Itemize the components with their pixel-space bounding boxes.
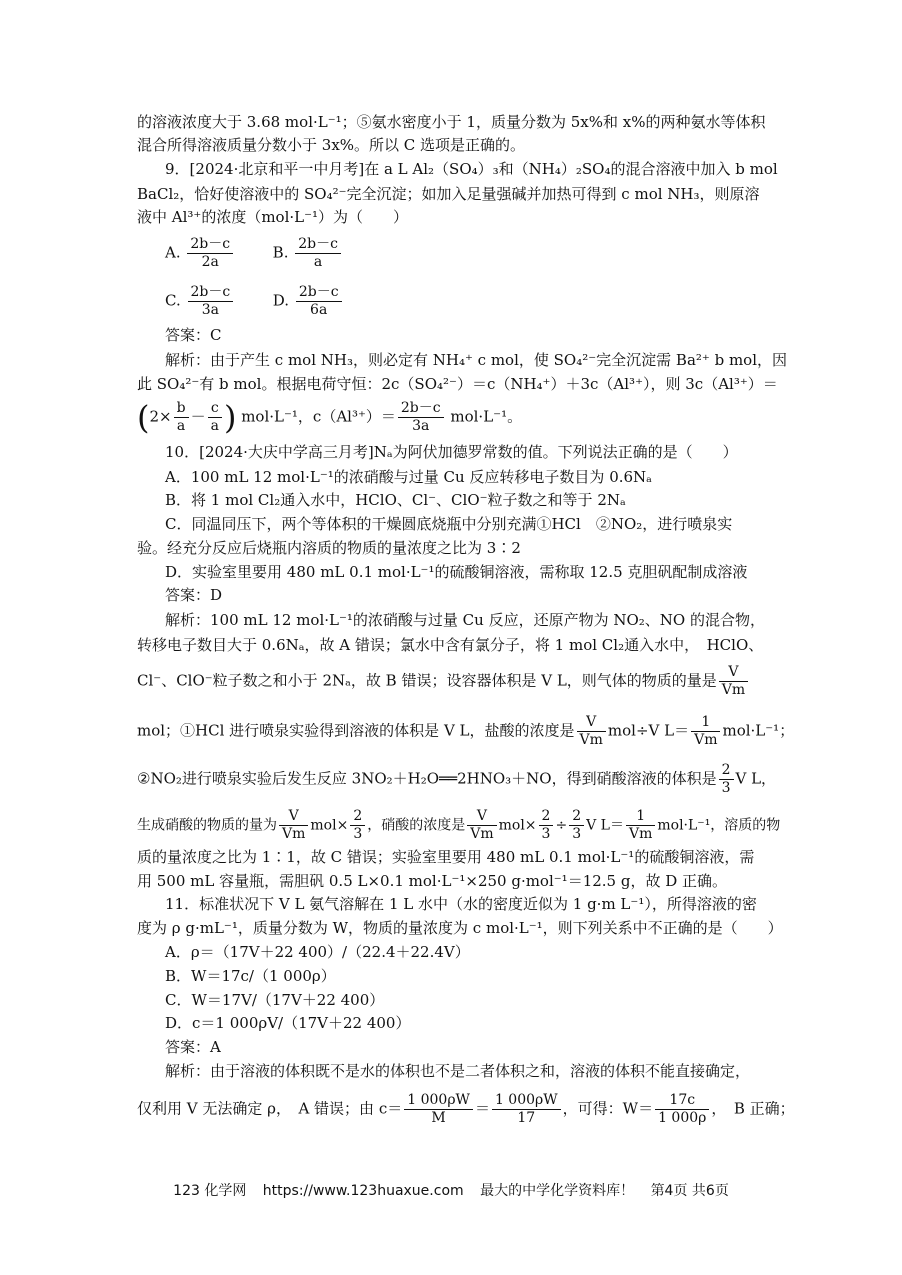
question-9-options-cd — [165, 284, 795, 319]
question-10-explanation: 质的量浓度之比为 1∶1，故 C 错误；实验室里要用 480 mL 0.1 mol·L⁻¹的硫酸铜溶液，需 — [137, 848, 755, 866]
fraction: $\frac{1 000\rho W}{M}$ — [404, 1092, 473, 1127]
page-footer — [0, 1180, 902, 1200]
fraction: $\frac{2}{3}$ — [719, 762, 734, 797]
fraction: $\frac{V}{Vm}$ — [279, 808, 308, 843]
question-11-stem: 度为 ρ g·mL⁻¹，质量分数为 W，物质的量浓度为 c mol·L⁻¹，则下列关系中不正确的是（ ） — [137, 919, 783, 937]
fraction: $\frac{1 000\rho W}{17}$ — [492, 1092, 561, 1127]
fraction: $\frac{2b-c}{a}$ — [295, 236, 341, 271]
question-9-options-ab — [165, 236, 795, 271]
fraction: $\frac{2b-c}{6a}$ — [296, 284, 342, 319]
question-11-explanation: 仅利用 V 无法确定 ρ， A 错误；由 c＝ $\frac{1 000\rho W}{M}$ ＝ $\frac{1 000\rho W}{17}$ ，可得：W＝ $\frac{17c}{1 000\rho}$ ， B 正确； — [137, 1092, 795, 1126]
fraction: $\frac{1}{Vm}$ — [691, 714, 720, 749]
footer-site-name: 123 化学网 — [173, 1183, 247, 1199]
question-9-stem: BaCl₂，恰好使溶液中的 SO₄²⁻完全沉淀；如加入足量强碱并加热可得到 c mol NH₃，则原溶 — [137, 185, 760, 203]
text-line: 混合所得溶液质量分数小于 3x%。所以 C 选项是正确的。 — [137, 136, 526, 154]
question-9-stem: 液中 Al³⁺的浓度（mol·L⁻¹）为（ ） — [137, 208, 409, 226]
fraction: $\frac{V}{Vm}$ — [719, 664, 748, 699]
question-10-explanation: Cl⁻、ClO⁻粒子数之和小于 2Nₐ，故 B 错误；设容器体积是 V L，则气体的物质的量是 $\frac{V}{Vm}$ — [137, 664, 767, 699]
question-11-option-a: A．ρ＝（17V＋22 400）/（22.4＋22.4V） — [165, 943, 470, 961]
option-b-label: B. — [272, 243, 289, 262]
question-9-answer: 答案：C — [165, 326, 222, 344]
question-10-explanation: 生成硝酸的物质的量为 $\frac{V}{Vm}$ mol× $\frac{2}{3}$ ，硝酸的浓度是 $\frac{V}{Vm}$ mol× $\frac{2}{3}$ ÷ $\frac{2}{3}$ V L＝ $\frac{1}{Vm}$ mol·L⁻¹，溶质的物 — [137, 808, 781, 842]
question-10-explanation: 转移电子数目大于 0.6Nₐ，故 A 错误；氯水中含有氯分子，将 1 mol Cl₂通入水中， HClO、 — [137, 636, 764, 654]
fraction: $\frac{2}{3}$ — [539, 808, 554, 843]
fraction: $\frac{17c}{1 000\rho}$ — [655, 1092, 709, 1127]
footer-url-link[interactable]: https://www.123huaxue.com — [262, 1183, 464, 1199]
question-10-explanation: mol；①HCl 进行喷泉实验得到溶液的体积是 V L，盐酸的浓度是 $\frac{V}{Vm}$ mol÷V L＝ $\frac{1}{Vm}$ mol·L⁻¹； — [137, 714, 795, 748]
question-10-answer: 答案：D — [165, 586, 223, 604]
question-10-explanation: 用 500 mL 容量瓶，需胆矾 0.5 L×0.1 mol·L⁻¹×250 g·mol⁻¹＝12.5 g，故 D 正确。 — [137, 872, 728, 890]
text-line: 的溶液浓度大于 3.68 mol·L⁻¹；⑤氨水密度小于 1，质量分数为 5x%和 x%的两种氨水等体积 — [137, 113, 766, 131]
fraction: $\frac{2}{3}$ — [569, 808, 584, 843]
footer-slogan: 最大的中学化学资料库！ — [480, 1183, 635, 1199]
fraction: $\frac{c}{a}$ — [208, 400, 222, 435]
fraction: $\frac{2b-c}{3a}$ — [398, 400, 444, 435]
question-10-explanation: ②NO₂进行喷泉实验后发生反应 3NO₂＋H₂O══2HNO₃＋NO，得到硝酸溶液的体积是 $\frac{2}{3}$ V L， — [137, 762, 777, 796]
fraction: $\frac{V}{Vm}$ — [577, 714, 606, 749]
fraction: $\frac{2}{3}$ — [350, 808, 365, 843]
question-11-explanation: 解析：由于溶液的体积既不是水的体积也不是二者体积之和，溶液的体积不能直接确定， — [165, 1062, 751, 1080]
option-d-label: D. — [272, 291, 290, 310]
question-11-answer: 答案：A — [165, 1038, 221, 1056]
question-10-option-b: B．将 1 mol Cl₂通入水中，HClO、Cl⁻、ClO⁻粒子数之和等于 2Nₐ — [165, 491, 626, 509]
question-11-option-c: C．W＝17V/（17V＋22 400） — [165, 991, 385, 1009]
fraction: $\frac{2b-c}{2a}$ — [187, 236, 233, 271]
fraction: $\frac{1}{Vm}$ — [626, 808, 655, 843]
footer-page-number: 第4页 共6页 — [650, 1183, 729, 1199]
question-10-option-d: D．实验室里要用 480 mL 0.1 mol·L⁻¹的硫酸铜溶液，需称取 12.5 克胆矾配制成溶液 — [165, 563, 748, 581]
question-9-stem: 9．[2024·北京和平一中月考]在 a L Al₂（SO₄）₃和（NH₄）₂SO₄的混合溶液中加入 b mol — [165, 160, 778, 178]
question-10-option-c: C．同温同压下，两个等体积的干燥圆底烧瓶中分别充满①HCl ②NO₂，进行喷泉实 — [165, 515, 733, 533]
question-10-stem: 10．[2024·大庆中学高三月考]Nₐ为阿伏加德罗常数的值。下列说法正确的是（ ） — [165, 443, 738, 461]
question-11-stem: 11．标准状况下 V L 氨气溶解在 1 L 水中（水的密度近似为 1 g·m L⁻¹），所得溶液的密 — [165, 895, 757, 913]
question-11-option-d: D．c＝1 000ρV/（17V＋22 400） — [165, 1014, 411, 1032]
question-9-explanation: (2× $\frac{b}{a}$ － $\frac{c}{a}$ ) mol·L⁻¹，c（Al³⁺）＝ $\frac{2b-c}{3a}$ mol·L⁻¹。 — [137, 398, 523, 437]
question-11-option-b: B．W＝17c/（1 000ρ） — [165, 967, 336, 985]
question-10-option-c: 验。经充分反应后烧瓶内溶质的物质的量浓度之比为 3∶2 — [137, 539, 521, 557]
fraction: $\frac{V}{Vm}$ — [467, 808, 496, 843]
fraction: $\frac{2b-c}{3a}$ — [188, 284, 234, 319]
question-9-explanation: 此 SO₄²⁻有 b mol。根据电荷守恒：2c（SO₄²⁻）＝c（NH₄⁺）＋3c（Al³⁺），则 3c（Al³⁺）＝ — [137, 375, 778, 393]
question-9-explanation: 解析：由于产生 c mol NH₃，则必定有 NH₄⁺ c mol，使 SO₄²⁻完全沉淀需 Ba²⁺ b mol，因 — [165, 351, 788, 369]
question-10-explanation: 解析：100 mL 12 mol·L⁻¹的浓硝酸与过量 Cu 反应，还原产物为 NO₂、NO 的混合物， — [165, 611, 765, 629]
option-c-label: C. — [165, 291, 181, 310]
question-10-option-a: A．100 mL 12 mol·L⁻¹的浓硝酸与过量 Cu 反应转移电子数目为 0.6Nₐ — [165, 468, 652, 486]
option-a-label: A. — [165, 243, 181, 262]
fraction: $\frac{b}{a}$ — [174, 400, 189, 435]
